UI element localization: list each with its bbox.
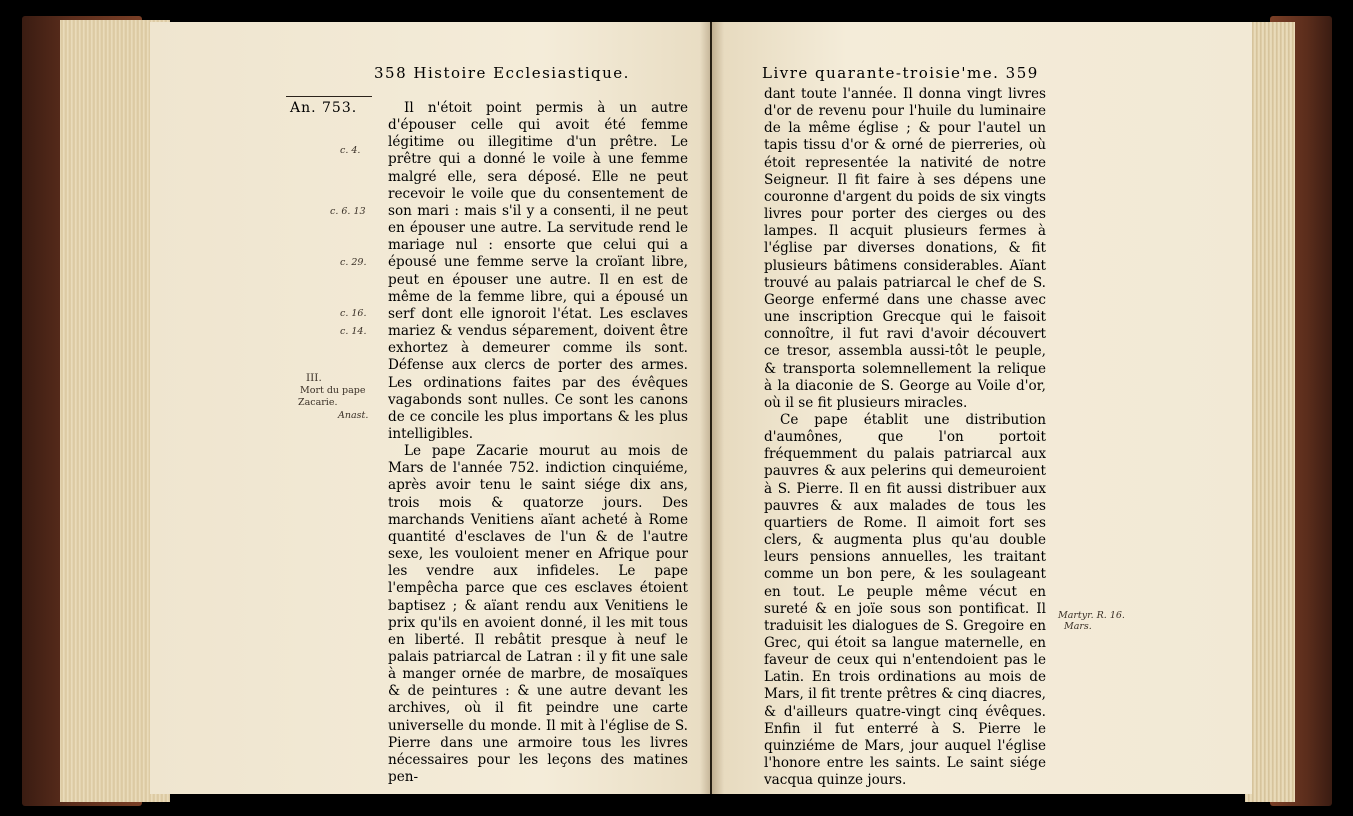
right-running-head: Livre quarante-troisie'me. 359 [762,64,1039,82]
header-rule [286,96,372,97]
right-text-block [764,86,1046,789]
margin-note: Mars. [1064,621,1092,632]
right-page-edges [1245,22,1295,802]
book-gutter [700,22,724,794]
paragraph: Le pape Zacarie mourut au mois de Mars de l'année 752. indiction cinquiéme, après avoir tenu le saint siége dix ans, trois mois & quatorze jours. Des marchands Venitiens aïant acheté à Rome quantité d'esclaves de l'un & de l'autre sexe, les vouloient mener en Afrique pour les vendre aux infideles. Le pape l'empêcha parce que ces esclaves étoient baptisez ; & aïant rendu aux Venitiens le prix qu'ils en avoient donné, il les mit tous en liberté. Il rebâtit presque à neuf le palais patriarcal de Latran : il y fit une sale à manger ornée de marbre, de mosaïques & de peintures : & une autre devant les archives, où il fit peindre une carte universelle du monde. Il mit à l'église de S. Pierre dans une armoire tous les livres nécessaires pour les leçons des matines pen- [388,443,688,786]
margin-note: Anast. [338,410,369,421]
margin-note: Mort du pape [300,385,366,396]
margin-note: c. 16. [340,308,367,319]
margin-note: c. 14. [340,326,367,337]
paragraph: Il n'étoit point permis à un autre d'épouser celle qui avoit été femme légitime ou illegitime d'un prêtre. Le prêtre qui a donné le voile à une femme malgré elle, sera déposé. Elle ne peut recevoir le voile que du consentement de son mari : mais s'il y a consenti, il ne peut en épouser une autre. La servitude rend le mariage nul : ensorte que celui qui a épousé une femme serve la croïant libre, peut en épouser une autre. Il en est de même de la femme libre, qui a épousé un serf dont elle ignoroit l'état. Les esclaves mariez & vendus séparement, doivent être exhortez à demeurer comme ils sont. Défense aux clercs de porter des armes. Les ordinations faites par des évêques vagabonds sont nulles. Ce sont les canons de ce concile les plus importans & les plus intelligibles. [388,100,688,442]
margin-note: III. [306,372,322,384]
margin-note: c. 29. [340,257,367,268]
paragraph: dant toute l'année. Il donna vingt livres d'or de revenu pour l'huile du luminaire de la même église ; & pour l'autel un tapis tissu d'or & orné de pierreries, où étoit representée la nativité de notre Seigneur. Il fit faire à ses dépens une couronne d'argent du poids de six vingts livres pour porter des cierges ou des lampes. Il acquit plusieurs fermes à l'église par diverses donations, & fit plusieurs bâtimens considerables. Aïant trouvé au palais patriarcal le chef de S. George enfermé dans une chasse avec une inscription Grecque qui le faisoit connoître, il fut ravi d'avoir découvert ce tresor, assembla aussi-tôt le peuple, & transporta solemnellement la relique à la diaconie de S. George au Voile d'or, où il se fit plusieurs miracles. [764,86,1046,411]
left-text-block [388,100,688,786]
left-running-head: 358 Histoire Ecclesiastique. [374,64,630,82]
margin-note: Martyr. R. 16. [1058,610,1125,621]
margin-note: c. 6. 13 [330,206,366,217]
year-label: An. 753. [290,100,358,116]
paragraph: Ce pape établit une distribution d'aumônes, que l'on portoit fréquemment du palais patriarcal aux pauvres & aux pelerins qui demeuroient à S. Pierre. Il en fit aussi distribuer aux pauvres & aux malades de tous les quartiers de Rome. Il aimoit fort ses clers, & augmenta plus qu'au double leurs pensions annuelles, les traitant comme un bon pere, & les soulageant en tout. Le peuple même vécut en sureté & en joïe sous son pontificat. Il traduisit les dialogues de S. Gregoire en Grec, qui étoit sa langue maternelle, en faveur de ceux qui n'entendoient pas le Latin. En trois ordinations au mois de Mars, il fit trente prêtres & cinq diacres, & d'ailleurs quatre-vingt cinq évêques. Enfin il fut enterré à S. Pierre le quinziéme de Mars, jour auquel l'église l'honore entre les saints. Le saint siége vacqua quinze jours. [764,411,1046,789]
margin-note: c. 4. [340,145,361,156]
margin-note: Zacarie. [298,397,338,408]
